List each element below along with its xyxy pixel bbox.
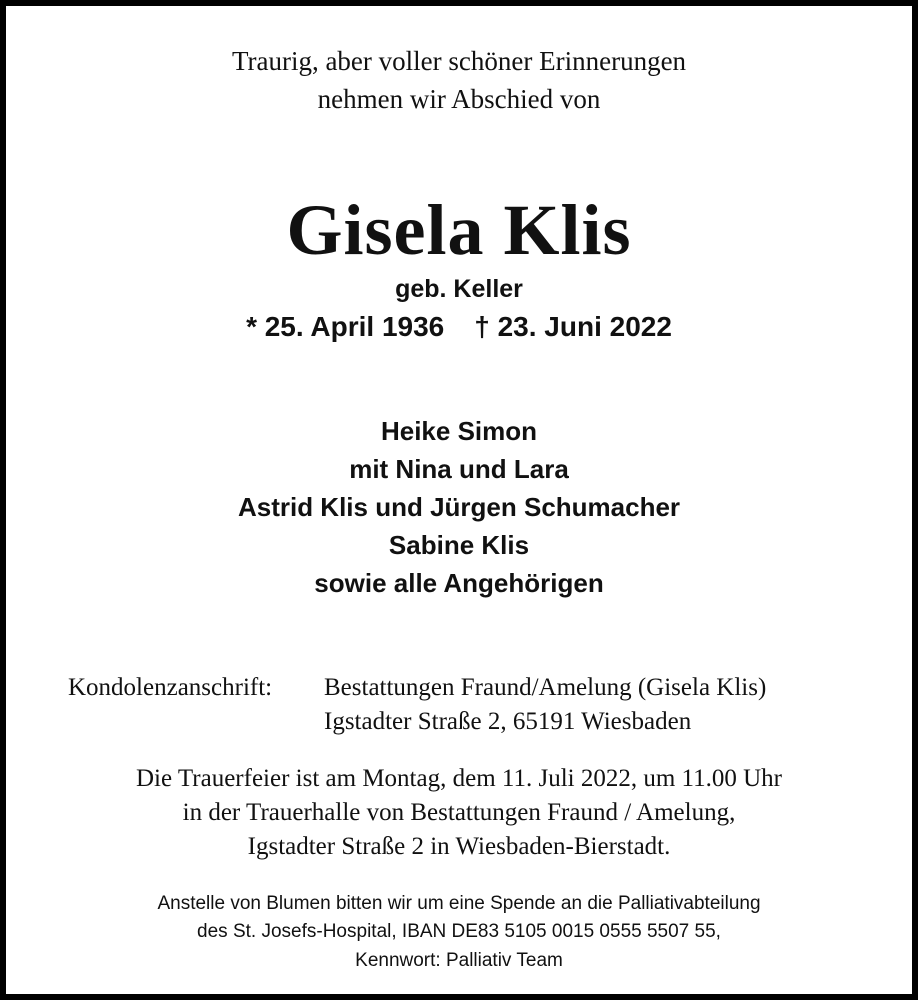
mourner: sowie alle Angehörigen xyxy=(314,568,604,598)
birth-name: geb. Keller xyxy=(395,275,523,303)
condolence-label: Kondolenzanschrift: xyxy=(68,674,273,701)
intro-line: nehmen wir Abschied von xyxy=(317,84,601,114)
donation-line: Kennwort: Palliativ Team xyxy=(355,950,563,971)
ceremony-line: Igstadter Straße 2 in Wiesbaden-Bierstadt. xyxy=(247,833,671,860)
life-dates xyxy=(6,313,912,341)
intro-line: Traurig, aber voller schöner Erinnerungen xyxy=(231,46,687,76)
mourner: Astrid Klis und Jürgen Schumacher xyxy=(237,492,681,522)
donation-line: des St. Josefs-Hospital, IBAN DE83 5105 0015 0555 5507 55, xyxy=(197,921,721,942)
condolence-address-line: Igstadter Straße 2, 65191 Wiesbaden xyxy=(324,708,692,735)
ceremony-line: in der Trauerhalle von Bestattungen Fraund / Amelung, xyxy=(182,799,736,826)
mourner: Sabine Klis xyxy=(388,530,530,560)
death-date: † 23. Juni 2022 xyxy=(474,311,672,342)
mourner: Heike Simon xyxy=(380,416,538,446)
mourner: mit Nina und Lara xyxy=(349,454,569,484)
condolence-address-line: Bestattungen Fraund/Amelung (Gisela Klis) xyxy=(324,674,767,701)
birth-date: * 25. April 1936 xyxy=(246,311,445,342)
donation-line: Anstelle von Blumen bitten wir um eine Spende an die Palliativabteilung xyxy=(157,893,761,914)
ceremony-line: Die Trauerfeier ist am Montag, dem 11. Juli 2022, um 11.00 Uhr xyxy=(136,765,782,792)
deceased-name: Gisela Klis xyxy=(286,190,632,270)
